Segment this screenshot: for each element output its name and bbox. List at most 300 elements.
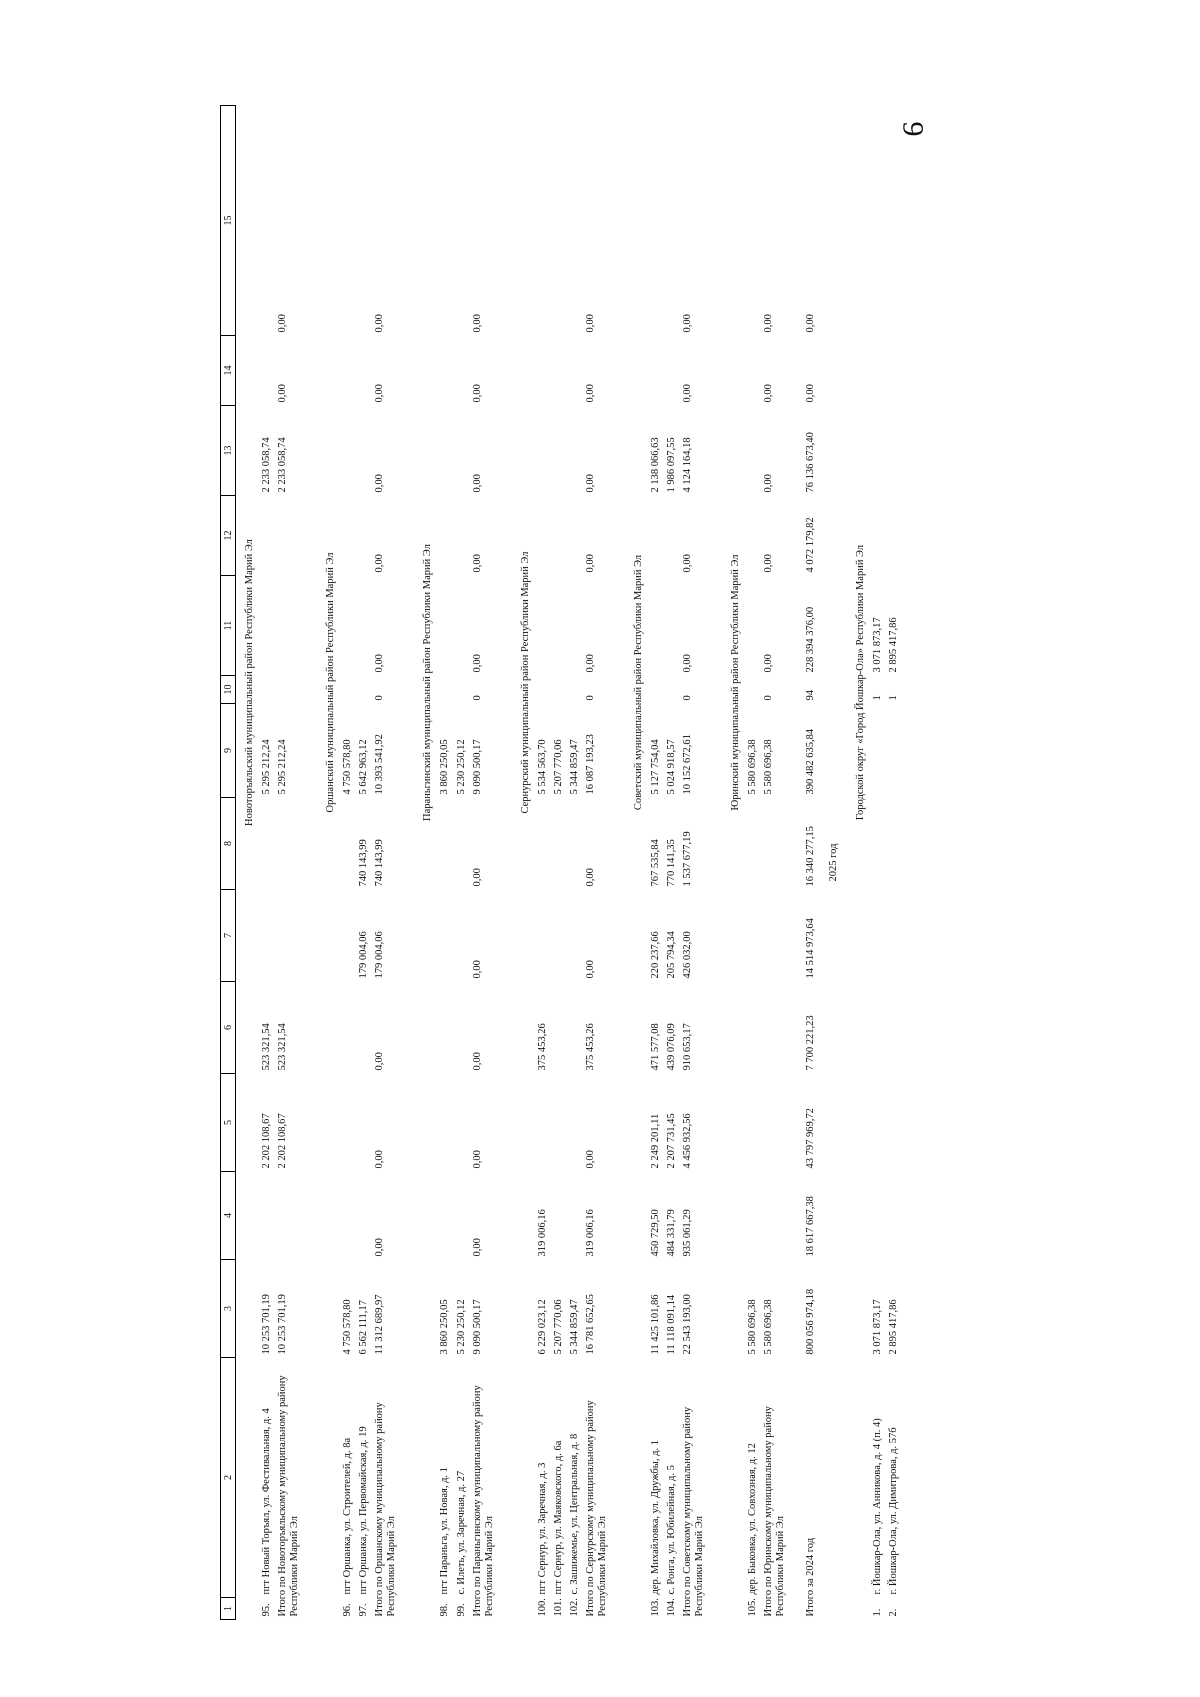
table-row <box>745 106 761 1620</box>
row-number: 98. <box>439 1603 451 1617</box>
value-cell <box>356 1074 372 1172</box>
table-row <box>535 106 551 1620</box>
value-cell: 0,00 <box>763 554 775 573</box>
subtotal-row <box>583 106 611 1620</box>
value-cell <box>437 982 453 1074</box>
section-heading-row <box>317 106 340 1620</box>
value-cell <box>356 576 372 676</box>
value-cell <box>886 106 902 336</box>
value-cell <box>437 496 453 576</box>
value-cell: 5 230 250,12 <box>455 739 467 795</box>
spacer-cell <box>317 1260 340 1358</box>
value-cell <box>356 1172 372 1260</box>
value-cell: 179 004,06 <box>358 931 370 979</box>
value-cell: 0,00 <box>471 654 483 673</box>
value-cell <box>356 106 372 336</box>
value-cell: 0,00 <box>584 960 596 979</box>
value-cell: 319 006,16 <box>536 1209 548 1257</box>
row-number: 2. <box>887 1608 899 1617</box>
value-cell: 11 425 101,86 <box>650 1294 661 1355</box>
value-cell <box>454 1074 470 1172</box>
value-cell: 770 141,35 <box>666 839 678 887</box>
value-cell <box>340 1172 356 1260</box>
value-cell <box>567 576 583 676</box>
row-number: 105. <box>747 1598 759 1617</box>
value-cell <box>356 982 372 1074</box>
value-cell <box>648 106 664 336</box>
value-cell: 0,00 <box>374 384 386 403</box>
value-cell <box>567 1172 583 1260</box>
value-cell: 10 152 672,61 <box>682 734 694 795</box>
value-cell <box>535 1074 551 1172</box>
value-cell: 18 617 667,38 <box>805 1196 817 1257</box>
row-address: г. Йошкар-Ола, ул. Анникова, д. 4 (п. 4) <box>871 1418 883 1595</box>
spacer-cell <box>236 1598 260 1620</box>
header-cell: 15 <box>221 106 236 336</box>
value-cell <box>664 336 680 406</box>
row-number: 103. <box>650 1598 661 1617</box>
value-cell <box>870 982 886 1074</box>
value-cell <box>356 336 372 406</box>
row-label: Итого по Параньгинскому муниципальному району Республики Марий Эл <box>471 1385 495 1617</box>
spacer-cell <box>236 1260 260 1358</box>
header-cell: 2 <box>221 1358 236 1598</box>
value-cell <box>664 676 680 704</box>
value-cell: 450 729,50 <box>650 1209 661 1257</box>
value-cell: 5 295 212,24 <box>261 739 272 795</box>
value-cell <box>454 676 470 704</box>
gap-row <box>708 106 722 1620</box>
header-cell: 3 <box>221 1260 236 1358</box>
value-cell: 5 580 696,38 <box>763 739 775 795</box>
spacer-cell <box>512 1358 535 1598</box>
row-label: Итого по Новоторъяльскому муниципальному району Республики Марий Эл <box>277 1375 301 1617</box>
value-cell: 4 124 164,18 <box>682 437 694 493</box>
value-cell <box>340 1074 356 1172</box>
value-cell: 740 143,99 <box>358 839 370 887</box>
value-cell: 5 580 696,38 <box>747 739 759 795</box>
section-heading: Новоторъяльский муниципальный район Республики Марий Эл <box>244 539 255 826</box>
value-cell <box>275 1172 303 1260</box>
value-cell: 390 482 635,84 <box>805 728 817 795</box>
value-cell: 0,00 <box>763 384 775 403</box>
value-cell <box>340 576 356 676</box>
value-cell <box>870 106 886 336</box>
value-cell <box>567 406 583 496</box>
value-cell <box>886 1074 902 1172</box>
value-cell <box>437 676 453 704</box>
subtotal-row <box>275 106 303 1620</box>
value-cell: 2 233 058,74 <box>277 437 289 493</box>
value-cell: 5 642 963,12 <box>358 739 370 795</box>
value-cell: 7 700 221,23 <box>805 1015 817 1071</box>
value-cell <box>551 890 567 982</box>
value-cell <box>437 1172 453 1260</box>
value-cell <box>886 336 902 406</box>
value-cell <box>340 496 356 576</box>
value-cell <box>454 982 470 1074</box>
value-cell: 16 340 277,15 <box>805 826 817 887</box>
subtotal-row <box>680 106 708 1620</box>
value-cell <box>886 890 902 982</box>
value-cell <box>745 106 761 336</box>
header-cell: 14 <box>221 336 236 406</box>
row-label: Итого по Сернурскому муниципальному району Республики Марий Эл <box>584 1400 608 1617</box>
value-cell: 0 <box>682 695 694 701</box>
spacer-cell <box>317 1358 340 1598</box>
value-cell <box>340 798 356 890</box>
value-cell: 3 071 873,17 <box>871 617 883 673</box>
value-cell: 5 580 696,38 <box>763 1299 775 1355</box>
section-heading: Параньгинский муниципальный район Республики Марий Эл <box>422 544 434 821</box>
value-cell <box>870 798 886 890</box>
spacer-cell <box>625 1598 648 1620</box>
value-cell <box>259 576 275 676</box>
header-cell: 11 <box>221 576 236 676</box>
row-label: Итого за 2024 год <box>805 1537 817 1617</box>
header-cell: 8 <box>221 798 236 890</box>
value-cell <box>745 982 761 1074</box>
table-row <box>259 106 275 1620</box>
value-cell <box>886 798 902 890</box>
row-address: дер. Михайловка, ул. Дружбы, д. 1 <box>650 1440 661 1595</box>
value-cell <box>259 676 275 704</box>
value-cell <box>745 576 761 676</box>
value-cell <box>535 336 551 406</box>
value-cell: 0,00 <box>471 960 483 979</box>
value-cell <box>454 1172 470 1260</box>
value-cell <box>886 704 902 798</box>
value-cell: 76 136 673,40 <box>805 432 817 493</box>
value-cell <box>259 1172 275 1260</box>
header-cell: 13 <box>221 406 236 496</box>
section-heading-row <box>414 106 437 1620</box>
value-cell: 11 312 689,97 <box>374 1294 386 1355</box>
row-number: 99. <box>455 1603 467 1617</box>
section-heading: Советский муниципальный район Республики Марий Эл <box>633 554 644 811</box>
value-cell: 0,00 <box>471 554 483 573</box>
value-cell: 523 321,54 <box>261 1023 272 1071</box>
table-row <box>648 106 664 1620</box>
value-cell: 9 090 500,17 <box>471 1299 483 1355</box>
value-cell <box>535 676 551 704</box>
value-cell: 0,00 <box>277 314 289 333</box>
value-cell <box>886 406 902 496</box>
row-address: пгт Параньга, ул. Новая, д. 1 <box>439 1467 451 1595</box>
value-cell: 0,00 <box>584 314 596 333</box>
value-cell <box>551 496 567 576</box>
value-cell: 0,00 <box>471 1052 483 1071</box>
value-cell: 0,00 <box>805 314 817 333</box>
value-cell <box>437 1074 453 1172</box>
value-cell: 11 118 091,14 <box>666 1294 678 1355</box>
header-cell: 4 <box>221 1172 236 1260</box>
value-cell: 5 344 859,47 <box>568 739 580 795</box>
table-row <box>437 106 453 1620</box>
table-row <box>356 106 372 1620</box>
value-cell: 0,00 <box>682 554 694 573</box>
value-cell <box>761 890 789 982</box>
value-cell: 0,00 <box>374 314 386 333</box>
spacer-cell <box>414 1358 437 1598</box>
value-cell <box>745 496 761 576</box>
subtotal-row <box>761 106 789 1620</box>
row-number: 97. <box>358 1603 370 1617</box>
spacer-cell <box>722 1260 745 1358</box>
value-cell: 0,00 <box>584 868 596 887</box>
value-cell: 5 295 212,24 <box>277 739 289 795</box>
value-cell <box>340 890 356 982</box>
value-cell <box>745 336 761 406</box>
value-cell: 5 580 696,38 <box>747 1299 759 1355</box>
value-cell: 0,00 <box>584 384 596 403</box>
value-cell: 179 004,06 <box>374 931 386 979</box>
value-cell: 1 537 677,19 <box>682 831 694 887</box>
value-cell <box>745 890 761 982</box>
gap-row <box>400 106 414 1620</box>
value-cell <box>356 406 372 496</box>
value-cell <box>454 890 470 982</box>
value-cell: 1 <box>887 695 899 701</box>
value-cell: 523 321,54 <box>277 1023 289 1071</box>
value-cell <box>259 496 275 576</box>
value-cell: 910 653,17 <box>682 1023 694 1071</box>
value-cell: 2 895 417,86 <box>887 617 899 673</box>
value-cell: 5 534 563,70 <box>536 739 548 795</box>
row-number: 96. <box>342 1603 354 1617</box>
value-cell: 0,00 <box>471 384 483 403</box>
row-number: 102. <box>568 1598 580 1617</box>
spacer-cell <box>625 1260 648 1358</box>
value-cell: 2 202 108,67 <box>277 1113 289 1169</box>
section-heading: Оршанский муниципальный район Республики Марий Эл <box>325 552 337 813</box>
row-number: 100. <box>536 1598 548 1617</box>
value-cell <box>454 576 470 676</box>
spacer-cell <box>847 1358 870 1598</box>
value-cell: 3 071 873,17 <box>871 1299 883 1355</box>
row-number: 101. <box>552 1598 564 1617</box>
row-address: дер. Быковка, ул. Совхозная, д. 12 <box>747 1443 759 1595</box>
row-number: 104. <box>666 1598 678 1617</box>
value-cell <box>454 336 470 406</box>
value-cell: 0,00 <box>471 474 483 493</box>
value-cell: 94 <box>805 690 817 701</box>
value-cell <box>454 106 470 336</box>
value-cell: 426 032,00 <box>682 931 694 979</box>
section-heading-row <box>512 106 535 1620</box>
table-row <box>870 106 886 1620</box>
value-cell: 10 253 701,19 <box>277 1294 289 1355</box>
value-cell <box>437 106 453 336</box>
value-cell <box>437 890 453 982</box>
value-cell: 16 781 652,65 <box>584 1294 596 1355</box>
value-cell <box>551 576 567 676</box>
section-heading-row <box>625 106 648 1620</box>
value-cell: 22 543 193,00 <box>682 1294 694 1355</box>
value-cell: 0 <box>763 695 775 701</box>
value-cell <box>340 406 356 496</box>
value-cell <box>535 496 551 576</box>
value-cell: 800 056 974,18 <box>805 1288 817 1355</box>
value-cell: 0,00 <box>682 384 694 403</box>
value-cell <box>454 798 470 890</box>
value-cell: 5 207 770,06 <box>552 1299 564 1355</box>
spacer-cell <box>236 1358 260 1598</box>
value-cell: 220 237,66 <box>650 931 661 979</box>
value-cell <box>340 336 356 406</box>
value-cell: 4 072 179,82 <box>805 517 817 573</box>
value-cell: 0,00 <box>471 314 483 333</box>
value-cell <box>567 336 583 406</box>
value-cell: 0 <box>374 695 386 701</box>
value-cell: 0,00 <box>763 654 775 673</box>
value-cell: 228 394 376,00 <box>805 606 817 673</box>
value-cell <box>437 336 453 406</box>
value-cell <box>567 982 583 1074</box>
row-number: 1. <box>871 1608 883 1617</box>
value-cell: 0,00 <box>471 868 483 887</box>
spacer-cell <box>625 1358 648 1598</box>
row-address: пгт Сернур, ул. Заречная, д. 3 <box>536 1462 548 1595</box>
value-cell: 1 <box>871 695 883 701</box>
value-cell <box>745 406 761 496</box>
value-cell <box>648 336 664 406</box>
spacer-cell <box>847 1260 870 1358</box>
value-cell <box>886 982 902 1074</box>
section-heading-row <box>236 106 260 1620</box>
value-cell <box>535 406 551 496</box>
value-cell <box>535 106 551 336</box>
value-cell <box>870 1074 886 1172</box>
gap-row <box>611 106 625 1620</box>
value-cell <box>567 106 583 336</box>
value-cell: 0,00 <box>374 1052 386 1071</box>
value-cell: 767 535,84 <box>650 839 661 887</box>
value-cell: 5 344 859,47 <box>568 1299 580 1355</box>
value-cell: 43 797 969,72 <box>805 1108 817 1169</box>
value-cell: 2 202 108,67 <box>261 1113 272 1169</box>
value-cell <box>886 496 902 576</box>
value-cell: 0,00 <box>374 554 386 573</box>
spacer-cell <box>722 1598 745 1620</box>
value-cell <box>870 406 886 496</box>
data-table <box>220 106 902 1621</box>
value-cell: 0,00 <box>682 654 694 673</box>
value-cell: 375 453,26 <box>536 1023 548 1071</box>
value-cell: 0,00 <box>584 474 596 493</box>
value-cell: 0,00 <box>374 1238 386 1257</box>
row-label: Итого по Оршанскому муниципальному району Республики Марий Эл <box>374 1402 398 1617</box>
value-cell: 5 024 918,57 <box>666 739 678 795</box>
spacer-cell <box>847 1598 870 1620</box>
value-cell: 740 143,99 <box>374 839 386 887</box>
value-cell <box>259 890 275 982</box>
value-cell <box>437 798 453 890</box>
value-cell <box>275 576 303 676</box>
value-cell: 471 577,08 <box>650 1023 661 1071</box>
value-cell <box>340 982 356 1074</box>
value-cell: 205 794,34 <box>666 931 678 979</box>
value-cell <box>259 798 275 890</box>
spacer-cell <box>414 1598 437 1620</box>
value-cell <box>761 798 789 890</box>
table-row <box>567 106 583 1620</box>
value-cell <box>454 406 470 496</box>
value-cell: 9 090 500,17 <box>471 739 483 795</box>
spacer-cell <box>722 1358 745 1598</box>
value-cell <box>551 406 567 496</box>
value-cell <box>454 496 470 576</box>
value-cell <box>648 676 664 704</box>
value-cell <box>535 576 551 676</box>
value-cell <box>745 1074 761 1172</box>
value-cell <box>535 798 551 890</box>
header-cell: 1 <box>221 1598 236 1620</box>
value-cell <box>886 1172 902 1260</box>
value-cell <box>356 496 372 576</box>
value-cell <box>567 496 583 576</box>
value-cell: 4 456 932,56 <box>682 1113 694 1169</box>
value-cell: 0,00 <box>763 474 775 493</box>
header-cell: 12 <box>221 496 236 576</box>
value-cell: 4 750 578,80 <box>342 1299 354 1355</box>
value-cell <box>567 890 583 982</box>
value-cell: 0,00 <box>471 1238 483 1257</box>
subtotal-row <box>470 106 498 1620</box>
section-heading-row <box>847 106 870 1620</box>
value-cell <box>870 704 886 798</box>
value-cell: 5 127 754,04 <box>650 739 661 795</box>
value-cell <box>551 982 567 1074</box>
value-cell: 10 253 701,19 <box>261 1294 272 1355</box>
value-cell <box>664 496 680 576</box>
rotated-table-frame <box>220 120 1000 1620</box>
value-cell <box>870 890 886 982</box>
value-cell <box>259 336 275 406</box>
value-cell: 0,00 <box>805 384 817 403</box>
value-cell: 2 249 201,11 <box>650 1113 661 1169</box>
header-cell: 7 <box>221 890 236 982</box>
header-cell: 10 <box>221 676 236 704</box>
value-cell <box>567 676 583 704</box>
section-heading: Юринский муниципальный район Республики Марий Эл <box>730 554 742 811</box>
table-row <box>886 106 902 1620</box>
value-cell: 0 <box>584 695 596 701</box>
value-cell <box>745 1172 761 1260</box>
value-cell: 5 207 770,06 <box>552 739 564 795</box>
spacer-cell <box>414 1260 437 1358</box>
value-cell <box>551 106 567 336</box>
value-cell <box>356 676 372 704</box>
value-cell <box>551 336 567 406</box>
row-address: г. Йошкар-Ола, ул. Димитрова, д. 57б <box>887 1427 899 1595</box>
value-cell: 14 514 973,64 <box>805 918 817 979</box>
value-cell <box>567 1074 583 1172</box>
value-cell <box>437 576 453 676</box>
value-cell: 0,00 <box>584 554 596 573</box>
value-cell: 2 233 058,74 <box>261 437 272 493</box>
value-cell: 935 061,29 <box>682 1209 694 1257</box>
value-cell <box>664 576 680 676</box>
header-cell: 6 <box>221 982 236 1074</box>
section-heading-row <box>722 106 745 1620</box>
gap-row <box>498 106 512 1620</box>
row-address: пгт Сернур, ул. Маяковского, д. 6а <box>552 1440 564 1595</box>
gap-row <box>303 106 317 1620</box>
value-cell <box>870 336 886 406</box>
header-cell: 9 <box>221 704 236 798</box>
gap-row <box>789 106 803 1620</box>
